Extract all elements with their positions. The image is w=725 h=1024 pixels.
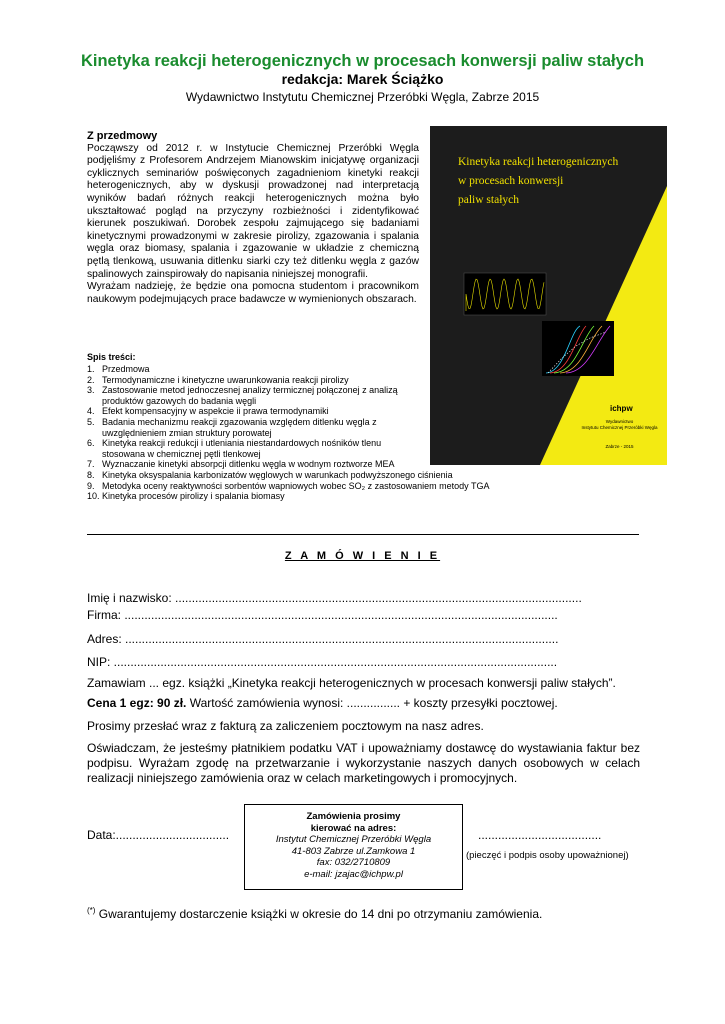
address-box-line: Zamówienia prosimy bbox=[306, 811, 401, 822]
cover-publisher-line: Wydawnictwo bbox=[605, 419, 634, 424]
toc-item-text: Badania mechanizmu reakcji zgazowania względem ditlenku węgla z uwzględnieniem zmian struktury porowatej bbox=[102, 416, 377, 438]
order-line: Zamawiam ... egz. książki „Kinetyka reakcji heterogenicznych w procesach konwersji paliw stałych”. bbox=[87, 676, 616, 690]
toc-item-text: Metodyka oceny reaktywności sorbentów wapniowych wobec SO₂ z zastosowaniem metody TGA bbox=[102, 480, 490, 491]
toc-item bbox=[87, 481, 547, 492]
preface-paragraph-2: Wyrażam nadzieję, że będzie ona pomocna studentom i pracownikom naukowym podejmujących prace badawcze w wymienionych obszarach. bbox=[87, 281, 419, 305]
date-field[interactable]: Data:.................................. bbox=[87, 828, 230, 842]
toc-item-text: Zastosowanie metod jednoczesnej analizy termicznej połączonej z analizą produktów gazowych do badania węgli bbox=[102, 385, 398, 406]
footnote bbox=[87, 906, 542, 921]
preface-heading: Z przedmowy bbox=[87, 130, 158, 142]
address-box-email: e-mail: jzajac@ichpw.pl bbox=[304, 868, 403, 880]
cover-title-line: Kinetyka reakcji heterogenicznych bbox=[458, 156, 619, 168]
toc-item bbox=[87, 491, 547, 502]
toc-item-text: Wyznaczanie kinetyki absorpcji ditlenku węgla w wodnym roztworze MEA bbox=[102, 459, 395, 470]
cover-title-line: w procesach konwersji bbox=[458, 175, 564, 187]
toc-item bbox=[87, 470, 547, 481]
toc-item-number: 3. bbox=[87, 385, 95, 396]
toc-item-number: 2. bbox=[87, 374, 95, 385]
price-bold: Cena 1 egz: 90 zł. bbox=[87, 696, 187, 710]
address-box-line: fax: 032/2710809 bbox=[316, 857, 391, 869]
declaration-text: Oświadczam, że jesteśmy płatnikiem podatku VAT i upoważniamy dostawcę do wystawiania faktur bez podpisu. Wyrażam zgodę na przetwarzanie i wykorzystanie naszych danych osobowych w celach realizacji niniejszego zamówienia oraz w celach marketingowych i promocyjnych. bbox=[87, 741, 640, 785]
signature-label: (pieczęć i podpis osoby upoważnionej) bbox=[466, 850, 629, 861]
address-field[interactable]: Adres: .................................................................................................................................. bbox=[87, 632, 559, 646]
toc-item bbox=[87, 417, 412, 438]
toc-heading: Spis treści: bbox=[87, 352, 136, 362]
price-rest: Wartość zamówienia wynosi: ................ + koszty przesyłki pocztowej. bbox=[186, 696, 558, 710]
cover-publisher bbox=[572, 419, 667, 430]
name-field[interactable]: Imię i nazwisko: .......................................................................................................................... bbox=[87, 591, 582, 605]
toc-item-number: 9. bbox=[87, 480, 95, 491]
toc-item-text: Kinetyka reakcji redukcji i utleniania niestandardowych nośników tlenu stosowana w chemicznej pętli tlenkowej bbox=[102, 438, 382, 459]
toc-item-text: Kinetyka procesów pirolizy i spalania biomasy bbox=[102, 491, 285, 502]
cover-year: Zabrze - 2015 bbox=[605, 444, 634, 449]
cover-publisher-line: Instytutu Chemicznej Przeróbki Węgla bbox=[581, 424, 658, 430]
section-divider bbox=[87, 534, 639, 535]
publisher-line: Wydawnictwo Instytutu Chemicznej Przeróbki Węgla, Zabrze 2015 bbox=[185, 90, 540, 104]
toc-item-number: 5. bbox=[87, 416, 95, 427]
toc-item-number: 7. bbox=[87, 459, 95, 470]
toc-item-number: 6. bbox=[87, 438, 95, 449]
cover-title-line: paliw stałych bbox=[458, 194, 519, 206]
address-box-line: Instytut Chemicznej Przeróbki Węgla bbox=[275, 834, 432, 846]
toc-item bbox=[87, 385, 402, 406]
address-box-line: kierować na adres: bbox=[310, 822, 397, 834]
invoice-line: Prosimy przesłać wraz z fakturą za zaliczeniem pocztowym na nasz adres. bbox=[87, 719, 484, 733]
editor-line: redakcja: Marek Ściążko bbox=[281, 71, 444, 87]
signature-field[interactable]: ..................................... bbox=[478, 828, 602, 842]
book-title: Kinetyka reakcji heterogenicznych w procesach konwersji paliw stałych bbox=[80, 52, 645, 70]
preface-paragraph-1: Począwszy od 2012 r. w Instytucie Chemicznej Przeróbki Węgla podjęliśmy z Profesorem Andrzejem Mianowskim inicjatywę organizacji cyklicznych seminariów poświęconych zagadnieniom kinetyki reakcji heterogenicznych, aby w dyskusji prowadzonej nad interpretacją wyników badań różnych reakcji heterogenicznych można było ukształtować pogląd na przyczyny rozbieżności i zidentyfikować kierunek poszukiwań. Dorobek zespołu zajmującego się badaniami kinetycznymi prowadzonymi w zakresie pirolizy, zgazowania i spalania węgla oraz biomasy, spalania i zgazowanie w układzie z chemiczną pętlą tlenkową, usuwania ditlenku siarki czy też ditlenku węgla z gazów spalinowych zainspirowały do napisania niniejszej monografii. bbox=[87, 142, 419, 280]
footnote-text: Gwarantujemy dostarczenie książki w okresie do 14 dni po otrzymaniu zamówienia. bbox=[95, 907, 543, 921]
price-line bbox=[87, 696, 640, 711]
cover-logo: ichpw bbox=[610, 404, 633, 413]
toc-item-number: 4. bbox=[87, 406, 95, 417]
toc-item-text: Termodynamiczne i kinetyczne uwarunkowania reakcji pirolizy bbox=[102, 374, 349, 385]
book-cover bbox=[430, 126, 667, 465]
order-address-box bbox=[244, 804, 463, 890]
company-field[interactable]: Firma: .................................................................................................................................. bbox=[87, 608, 558, 622]
toc-item-text: Kinetyka oksyspalania karbonizatów węglowych w warunkach podwyższonego ciśnienia bbox=[102, 469, 453, 480]
toc-item-number: 1. bbox=[87, 364, 95, 374]
footnote-mark: (*) bbox=[87, 906, 96, 915]
toc-item bbox=[87, 438, 412, 459]
address-box-line: 41-803 Zabrze ul.Zamkowa 1 bbox=[291, 845, 416, 857]
toc-item-text: Efekt kompensacyjny w aspekcie ii prawa termodynamiki bbox=[102, 406, 329, 417]
toc-item-text: Przedmowa bbox=[102, 364, 150, 374]
cover-title bbox=[458, 153, 658, 210]
toc-item-number: 8. bbox=[87, 469, 95, 480]
order-heading: Z A M Ó W I E N I E bbox=[284, 550, 441, 562]
toc-item-number: 10. bbox=[87, 491, 100, 502]
nip-field[interactable]: NIP: ..................................................................................................................................... bbox=[87, 655, 558, 669]
preface-section bbox=[87, 130, 419, 306]
